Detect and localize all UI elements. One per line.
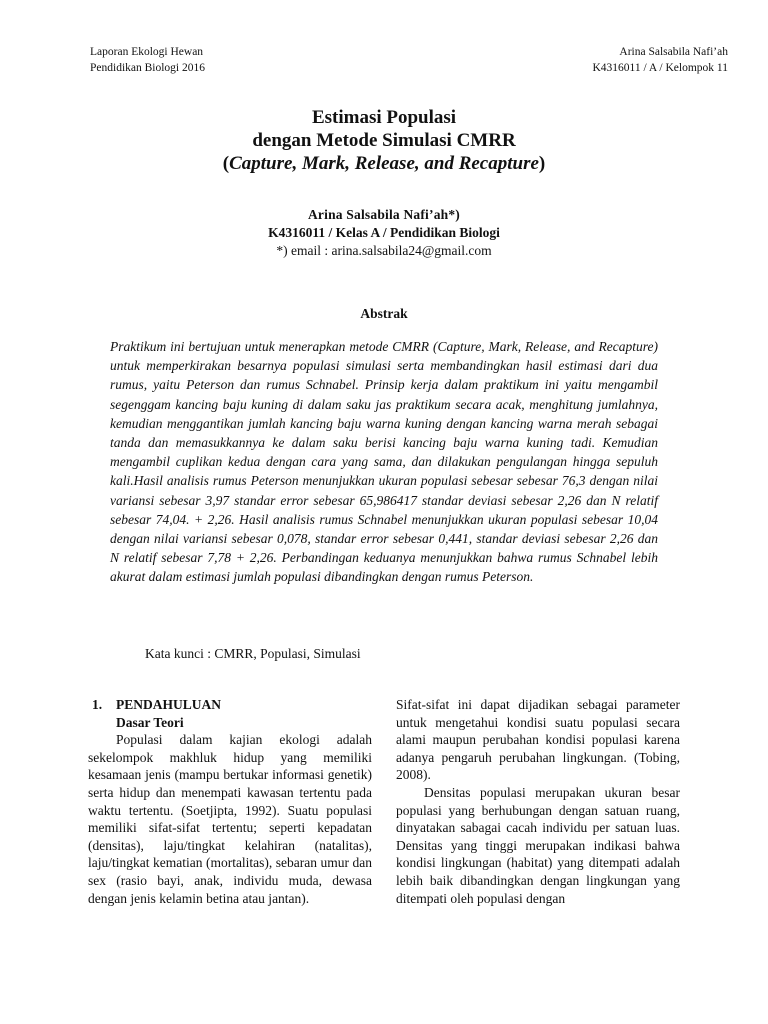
column-right: [396, 696, 680, 907]
title-paren-close: ): [538, 153, 546, 174]
column-left: [88, 696, 372, 907]
title-line-2: dengan Metode Simulasi CMRR: [252, 130, 516, 151]
header-program: Pendidikan Biologi 2016: [90, 62, 205, 74]
running-header-left: [90, 44, 205, 76]
author-affiliation: K4316011 / Kelas A / Pendidikan Biologi: [268, 225, 500, 240]
author-block: [0, 206, 768, 260]
author-email: *) email : arina.salsabila24@gmail.com: [276, 243, 492, 258]
title-subtitle: Capture, Mark, Release, and Recapture: [229, 153, 539, 174]
title-line-3: [0, 152, 768, 175]
paper-title: [0, 106, 768, 175]
header-author: Arina Salsabila Nafi’ah: [619, 46, 728, 58]
abstract-heading: Abstrak: [360, 306, 408, 321]
section-title: PENDAHULUAN: [116, 697, 222, 712]
section-heading: [88, 696, 372, 714]
header-group: K4316011 / A / Kelompok 11: [592, 62, 728, 74]
subsection-heading: Dasar Teori: [116, 714, 184, 730]
title-line-1: Estimasi Populasi: [311, 107, 457, 128]
keywords: Kata kunci : CMRR, Populasi, Simulasi: [145, 646, 361, 661]
abstract-body: Praktikum ini bertujuan untuk menerapkan metode CMRR (Capture, Mark, Release, and Recapture) untuk memperkirakan besarnya populasi simulasi serta membandingkan hasil estimasi dari dua rumus, yaitu Peterson dan rumus Schnabel. Prinsip kerja dalam praktikum ini yaitu mengambil segenggam kancing baju kuning di dalam saku jas praktikum secara acak, menghitung jumlahnya, kemudian menggantikan jumlah kancing baju warna kuning dengan kancing warna merah sebagai tanda dan memasukkannya ke dalam saku berisi kancing baju warna kuning tadi. Kemudian mengambil cuplikan kedua dengan cara yang sama, dan dilakukan pengulangan hingga sepuluh kali.Hasil analisis rumus Peterson menunjukkan ukuran populasi sebesar sebesar 76,3 dengan nilai variansi sebesar 3,97 standar error sebesar 65,986417 standar deviasi sebesar 2,26 dan N relatif sebesar 74,04. + 2,26. Hasil analisis rumus Schnabel menunjukkan ukuran populasi sebesar 10,04 dengan nilai variansi sebesar 0,078, standar error sebesar 0,441, standar deviasi sebesar 2,26 dan N relatif sebesar 7,78 + 2,26. Perbandingan keduanya menunjukkan bahwa rumus Schnabel lebih akurat dalam estimasi jumlah populasi dibandingkan dengan rumus Peterson.: [110, 339, 658, 585]
running-header-right: [592, 44, 728, 76]
paragraph-2: Sifat-sifat ini dapat dijadikan sebagai parameter untuk mengetahui kondisi suatu populasi secara alami maupun perubahan kondisi populasi karena adanya pengaruh perubahan lingkungan. (Tobing, 2008).: [396, 697, 680, 783]
header-course: Laporan Ekologi Hewan: [90, 46, 204, 58]
author-name: Arina Salsabila Nafi’ah*): [307, 207, 461, 222]
section-number: 1.: [92, 697, 103, 712]
title-paren-open: (: [222, 153, 230, 174]
paragraph-3: Densitas populasi merupakan ukuran besar populasi yang berhubungan dengan satuan ruang, dinyatakan sabagai cacah individu per satuan luas. Densitas yang tinggi merupakan indikasi bahwa kondisi lingkungan (habitat) yang ditempati adalah lebih baik dibandingkan dengan lingkungan yang ditempati oleh populasi dengan: [396, 784, 680, 906]
paragraph-1: Populasi dalam kajian ekologi adalah sekelompok makhluk hidup yang memiliki kesamaan jenis (mampu bertukar informasi genetik) serta hidup dan menempati kawasan tertentu pada waktu tertentu. (Soetjipta, 1992). Suatu populasi memiliki sifat-sifat tertentu; seperti kepadatan (densitas), laju/tingkat kelahiran (natalitas), laju/tingkat kematian (mortalitas), sebaran umur dan sex (rasio bayi, anak, individu muda, dewasa dengan jenis kelamin betina atau jantan).: [88, 732, 372, 906]
